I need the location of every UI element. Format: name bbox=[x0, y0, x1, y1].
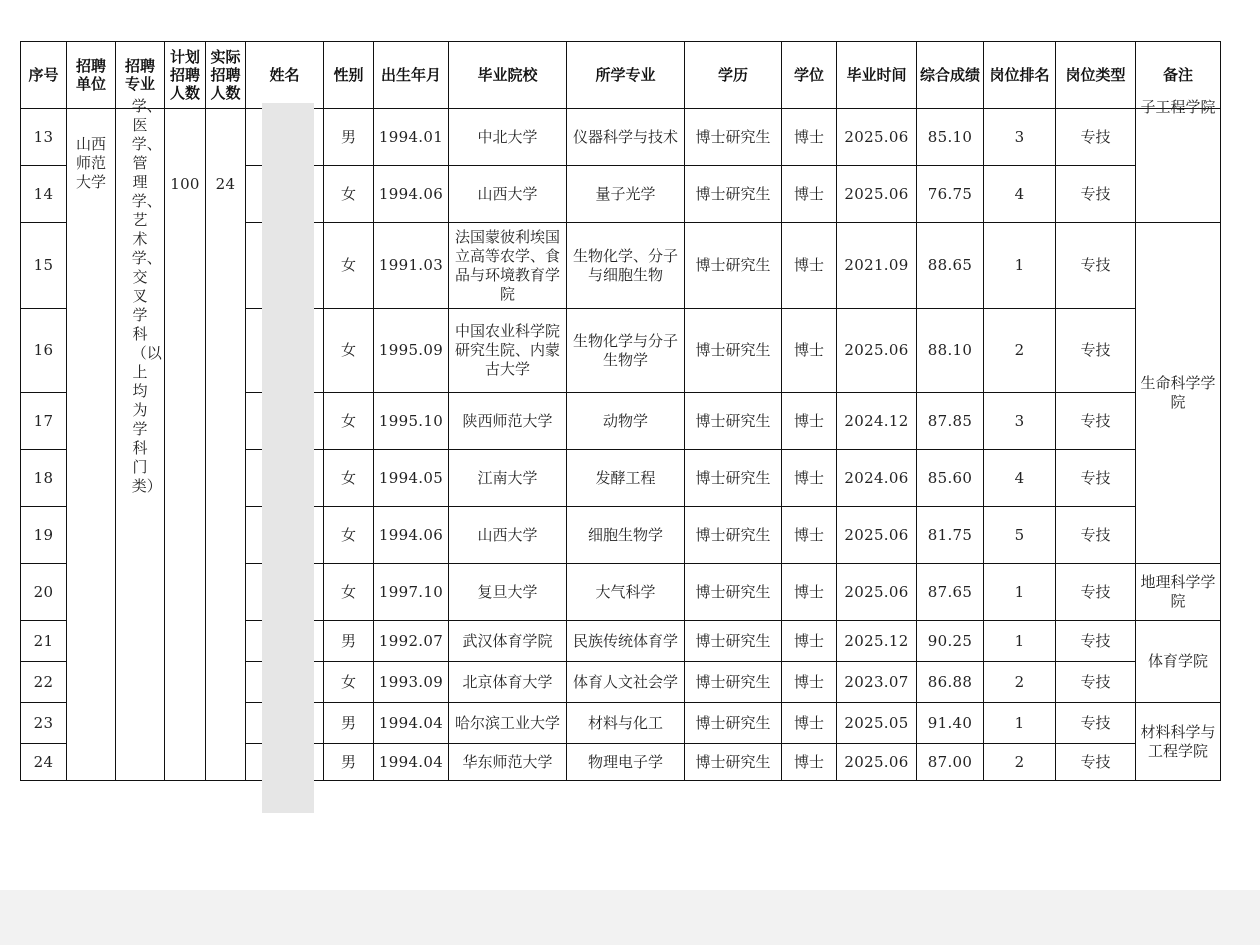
page-bottom-margin bbox=[0, 890, 1260, 945]
school-cell: 复旦大学 bbox=[449, 564, 567, 621]
grad-cell: 2025.06 bbox=[837, 564, 917, 621]
degree-cell: 博士 bbox=[782, 450, 837, 507]
header-seq: 序号 bbox=[21, 42, 67, 109]
gender-cell: 女 bbox=[324, 393, 374, 450]
birth-cell: 1997.10 bbox=[374, 564, 449, 621]
rank-cell: 5 bbox=[984, 507, 1056, 564]
gender-cell: 男 bbox=[324, 703, 374, 744]
rank-cell: 1 bbox=[984, 703, 1056, 744]
degree-cell: 博士 bbox=[782, 703, 837, 744]
note-cell: 材料科学与工程学院 bbox=[1136, 703, 1221, 781]
score-cell: 76.75 bbox=[917, 166, 984, 223]
seq-cell: 18 bbox=[21, 450, 67, 507]
school-cell: 法国蒙彼利埃国立高等农学、食品与环境教育学院 bbox=[449, 223, 567, 309]
type-cell: 专技 bbox=[1056, 109, 1136, 166]
type-cell: 专技 bbox=[1056, 166, 1136, 223]
birth-cell: 1995.10 bbox=[374, 393, 449, 450]
header-plan: 计划招聘人数 bbox=[165, 42, 206, 109]
score-cell: 81.75 bbox=[917, 507, 984, 564]
gender-cell: 女 bbox=[324, 166, 374, 223]
score-cell: 90.25 bbox=[917, 621, 984, 662]
degree-cell: 博士 bbox=[782, 621, 837, 662]
school-cell: 中北大学 bbox=[449, 109, 567, 166]
grad-cell: 2025.12 bbox=[837, 621, 917, 662]
edu-cell: 博士研究生 bbox=[685, 223, 782, 309]
school-cell: 陕西师范大学 bbox=[449, 393, 567, 450]
header-edu: 学历 bbox=[685, 42, 782, 109]
header-row bbox=[21, 42, 1221, 109]
seq-cell: 23 bbox=[21, 703, 67, 744]
header-actual: 实际招聘人数 bbox=[206, 42, 246, 109]
rank-cell: 4 bbox=[984, 166, 1056, 223]
grad-cell: 2024.06 bbox=[837, 450, 917, 507]
school-cell: 中国农业科学院研究生院、内蒙古大学 bbox=[449, 309, 567, 393]
birth-cell: 1994.05 bbox=[374, 450, 449, 507]
gender-cell: 女 bbox=[324, 223, 374, 309]
major-cell bbox=[116, 97, 165, 781]
seq-cell: 24 bbox=[21, 744, 67, 781]
field-cell: 动物学 bbox=[567, 393, 685, 450]
gender-cell: 男 bbox=[324, 621, 374, 662]
header-gender: 性别 bbox=[324, 42, 374, 109]
degree-cell: 博士 bbox=[782, 662, 837, 703]
edu-cell: 博士研究生 bbox=[685, 393, 782, 450]
header-unit: 招聘单位 bbox=[67, 42, 116, 109]
rank-cell: 1 bbox=[984, 621, 1056, 662]
score-cell: 87.00 bbox=[917, 744, 984, 781]
field-cell: 大气科学 bbox=[567, 564, 685, 621]
header-rank: 岗位排名 bbox=[984, 42, 1056, 109]
gender-cell: 男 bbox=[324, 109, 374, 166]
header-degree: 学位 bbox=[782, 42, 837, 109]
type-cell: 专技 bbox=[1056, 564, 1136, 621]
seq-cell: 17 bbox=[21, 393, 67, 450]
gender-cell: 女 bbox=[324, 662, 374, 703]
score-cell: 85.60 bbox=[917, 450, 984, 507]
header-school: 毕业院校 bbox=[449, 42, 567, 109]
edu-cell: 博士研究生 bbox=[685, 662, 782, 703]
school-cell: 山西大学 bbox=[449, 507, 567, 564]
edu-cell: 博士研究生 bbox=[685, 564, 782, 621]
header-name: 姓名 bbox=[246, 42, 324, 109]
field-cell: 体育人文社会学 bbox=[567, 662, 685, 703]
school-cell: 哈尔滨工业大学 bbox=[449, 703, 567, 744]
birth-cell: 1994.06 bbox=[374, 507, 449, 564]
note-text: 子工程学院 bbox=[1140, 98, 1216, 116]
field-cell: 仪器科学与技术 bbox=[567, 109, 685, 166]
score-cell: 87.65 bbox=[917, 564, 984, 621]
edu-cell: 博士研究生 bbox=[685, 166, 782, 223]
grad-cell: 2025.05 bbox=[837, 703, 917, 744]
birth-cell: 1994.04 bbox=[374, 703, 449, 744]
grad-cell: 2025.06 bbox=[837, 507, 917, 564]
unit-text: 山西师范大学 bbox=[76, 135, 107, 191]
birth-cell: 1993.09 bbox=[374, 662, 449, 703]
rank-cell: 1 bbox=[984, 223, 1056, 309]
note-cell: 地理科学学院 bbox=[1136, 564, 1221, 621]
actual-cell bbox=[206, 109, 246, 781]
header-field: 所学专业 bbox=[567, 42, 685, 109]
field-cell: 生物化学与分子生物学 bbox=[567, 309, 685, 393]
rank-cell: 4 bbox=[984, 450, 1056, 507]
field-cell: 民族传统体育学 bbox=[567, 621, 685, 662]
degree-cell: 博士 bbox=[782, 744, 837, 781]
degree-cell: 博士 bbox=[782, 507, 837, 564]
school-cell: 北京体育大学 bbox=[449, 662, 567, 703]
table-row bbox=[21, 109, 1221, 166]
grad-cell: 2024.12 bbox=[837, 393, 917, 450]
recruitment-table bbox=[20, 41, 1221, 781]
plan-text: 100 bbox=[170, 175, 200, 193]
type-cell: 专技 bbox=[1056, 507, 1136, 564]
birth-cell: 1994.04 bbox=[374, 744, 449, 781]
grad-cell: 2025.06 bbox=[837, 166, 917, 223]
degree-cell: 博士 bbox=[782, 393, 837, 450]
school-cell: 江南大学 bbox=[449, 450, 567, 507]
type-cell: 专技 bbox=[1056, 393, 1136, 450]
seq-cell: 13 bbox=[21, 109, 67, 166]
score-cell: 91.40 bbox=[917, 703, 984, 744]
seq-cell: 20 bbox=[21, 564, 67, 621]
field-cell: 生物化学、分子与细胞生物 bbox=[567, 223, 685, 309]
header-score: 综合成绩 bbox=[917, 42, 984, 109]
actual-text: 24 bbox=[215, 175, 236, 193]
edu-cell: 博士研究生 bbox=[685, 621, 782, 662]
degree-cell: 博士 bbox=[782, 109, 837, 166]
rank-cell: 1 bbox=[984, 564, 1056, 621]
school-cell: 华东师范大学 bbox=[449, 744, 567, 781]
note-cell bbox=[1136, 98, 1221, 223]
edu-cell: 博士研究生 bbox=[685, 309, 782, 393]
edu-cell: 博士研究生 bbox=[685, 744, 782, 781]
rank-cell: 2 bbox=[984, 662, 1056, 703]
rank-cell: 3 bbox=[984, 109, 1056, 166]
score-cell: 87.85 bbox=[917, 393, 984, 450]
header-birth: 出生年月 bbox=[374, 42, 449, 109]
grad-cell: 2021.09 bbox=[837, 223, 917, 309]
field-cell: 材料与化工 bbox=[567, 703, 685, 744]
score-cell: 88.10 bbox=[917, 309, 984, 393]
rank-cell: 2 bbox=[984, 744, 1056, 781]
unit-cell bbox=[67, 109, 116, 781]
gender-cell: 女 bbox=[324, 564, 374, 621]
birth-cell: 1991.03 bbox=[374, 223, 449, 309]
score-cell: 85.10 bbox=[917, 109, 984, 166]
major-text: 学、医学、管理学、艺术学、交叉学科（以上均为学科门类） bbox=[131, 97, 162, 495]
birth-cell: 1994.01 bbox=[374, 109, 449, 166]
type-cell: 专技 bbox=[1056, 621, 1136, 662]
score-cell: 88.65 bbox=[917, 223, 984, 309]
gender-cell: 女 bbox=[324, 450, 374, 507]
rank-cell: 2 bbox=[984, 309, 1056, 393]
type-cell: 专技 bbox=[1056, 662, 1136, 703]
type-cell: 专技 bbox=[1056, 703, 1136, 744]
seq-cell: 15 bbox=[21, 223, 67, 309]
seq-cell: 21 bbox=[21, 621, 67, 662]
type-cell: 专技 bbox=[1056, 309, 1136, 393]
gender-cell: 女 bbox=[324, 507, 374, 564]
field-cell: 量子光学 bbox=[567, 166, 685, 223]
gender-cell: 女 bbox=[324, 309, 374, 393]
note-cell: 生命科学学院 bbox=[1136, 223, 1221, 564]
edu-cell: 博士研究生 bbox=[685, 109, 782, 166]
degree-cell: 博士 bbox=[782, 564, 837, 621]
grad-cell: 2025.06 bbox=[837, 309, 917, 393]
school-cell: 武汉体育学院 bbox=[449, 621, 567, 662]
gender-cell: 男 bbox=[324, 744, 374, 781]
header-grad: 毕业时间 bbox=[837, 42, 917, 109]
edu-cell: 博士研究生 bbox=[685, 450, 782, 507]
field-cell: 发酵工程 bbox=[567, 450, 685, 507]
seq-cell: 22 bbox=[21, 662, 67, 703]
header-major: 招聘专业 bbox=[116, 42, 165, 109]
type-cell: 专技 bbox=[1056, 450, 1136, 507]
field-cell: 细胞生物学 bbox=[567, 507, 685, 564]
school-cell: 山西大学 bbox=[449, 166, 567, 223]
degree-cell: 博士 bbox=[782, 223, 837, 309]
header-note: 备注 bbox=[1136, 42, 1221, 109]
grad-cell: 2023.07 bbox=[837, 662, 917, 703]
edu-cell: 博士研究生 bbox=[685, 703, 782, 744]
degree-cell: 博士 bbox=[782, 309, 837, 393]
edu-cell: 博士研究生 bbox=[685, 507, 782, 564]
rank-cell: 3 bbox=[984, 393, 1056, 450]
seq-cell: 16 bbox=[21, 309, 67, 393]
plan-cell bbox=[165, 109, 206, 781]
type-cell: 专技 bbox=[1056, 744, 1136, 781]
seq-cell: 14 bbox=[21, 166, 67, 223]
score-cell: 86.88 bbox=[917, 662, 984, 703]
degree-cell: 博士 bbox=[782, 166, 837, 223]
grad-cell: 2025.06 bbox=[837, 109, 917, 166]
name-redaction-mask bbox=[262, 103, 314, 813]
note-cell: 体育学院 bbox=[1136, 621, 1221, 703]
grad-cell: 2025.06 bbox=[837, 744, 917, 781]
birth-cell: 1992.07 bbox=[374, 621, 449, 662]
birth-cell: 1994.06 bbox=[374, 166, 449, 223]
seq-cell: 19 bbox=[21, 507, 67, 564]
birth-cell: 1995.09 bbox=[374, 309, 449, 393]
field-cell: 物理电子学 bbox=[567, 744, 685, 781]
header-type: 岗位类型 bbox=[1056, 42, 1136, 109]
type-cell: 专技 bbox=[1056, 223, 1136, 309]
